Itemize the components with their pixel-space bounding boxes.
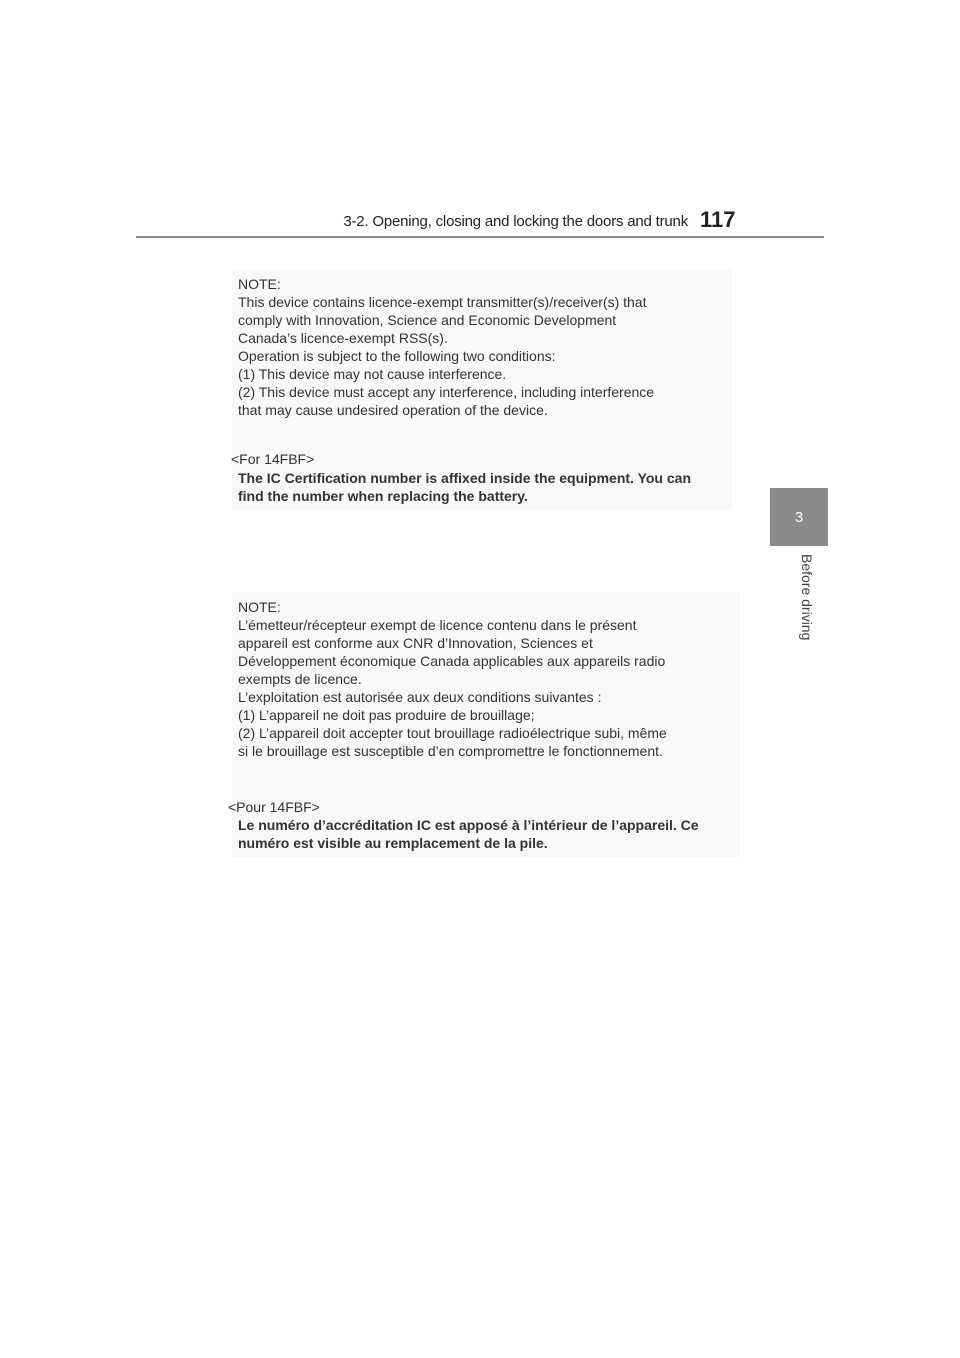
model-label: <For 14FBF>: [231, 451, 315, 467]
notice-line: (1) This device may not cause interference.: [238, 366, 507, 382]
cert-line: find the number when replacing the battery.: [238, 488, 528, 504]
notice-line: (2) L’appareil doit accepter tout brouillage radioélectrique subi, même: [238, 725, 667, 741]
notice-line: This device contains licence-exempt transmitter(s)/receiver(s) that: [238, 294, 647, 310]
certification-text: [238, 469, 691, 505]
header-divider: [136, 236, 824, 238]
notice-line: (2) This device must accept any interference, including interference: [238, 384, 655, 400]
note-label: NOTE:: [238, 276, 281, 292]
model-label: <Pour 14FBF>: [228, 799, 320, 815]
english-notice-scan: [232, 270, 732, 510]
section-title: 3-2. Opening, closing and locking the doors and trunk: [343, 213, 688, 230]
french-notice-scan: [228, 592, 740, 857]
chapter-title: Before driving: [799, 554, 815, 641]
notice-line: appareil est conforme aux CNR d’Innovation, Sciences et: [238, 635, 593, 651]
chapter-number: 3: [794, 508, 804, 526]
notice-line: comply with Innovation, Science and Economic Development: [238, 312, 617, 328]
cert-line: numéro est visible au remplacement de la pile.: [238, 835, 548, 851]
notice-line: exempts de licence.: [238, 671, 362, 687]
certification-text: [238, 816, 699, 852]
notice-body: [238, 293, 654, 419]
notice-body: [238, 616, 667, 760]
notice-line: Canada’s licence-exempt RSS(s).: [238, 330, 448, 346]
note-label: NOTE:: [238, 599, 281, 615]
cert-line: Le numéro d’accréditation IC est apposé à l’intérieur de l’appareil. Ce: [238, 817, 699, 833]
page-number: 117: [700, 207, 736, 232]
notice-line: L’émetteur/récepteur exempt de licence contenu dans le présent: [238, 617, 637, 633]
cert-line: The IC Certification number is affixed inside the equipment. You can: [238, 470, 691, 486]
notice-line: L’exploitation est autorisée aux deux conditions suivantes :: [238, 689, 602, 705]
chapter-tab: [770, 488, 828, 546]
notice-line: that may cause undesired operation of the device.: [238, 402, 548, 418]
notice-line: (1) L’appareil ne doit pas produire de brouillage;: [238, 707, 535, 723]
notice-line: Développement économique Canada applicables aux appareils radio: [238, 653, 666, 669]
notice-line: si le brouillage est susceptible d’en compromettre le fonctionnement.: [238, 743, 663, 759]
notice-line: Operation is subject to the following two conditions:: [238, 348, 556, 364]
